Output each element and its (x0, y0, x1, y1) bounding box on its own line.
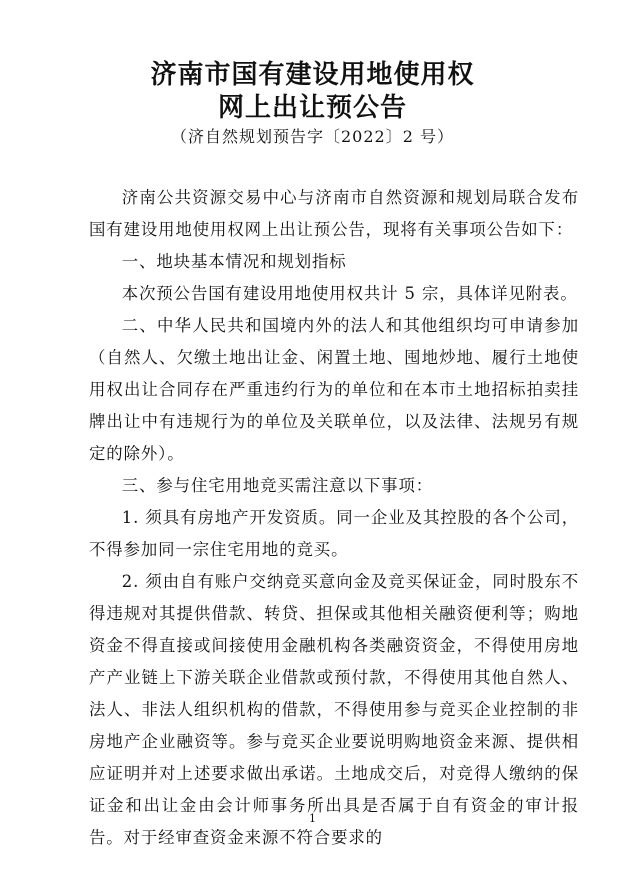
paragraph-plot-count: 本次预公告国有建设用地使用权共计 5 宗，具体详见附表。 (121, 284, 578, 303)
document-number: （济自然规划预告字〔2022〕2 号） (171, 127, 454, 146)
paragraph-item-2: 2. 须由自有账户交纳竞买意向金及竞买保证金，同时股东不得违规对其提供借款、转贷、担保或其他相关融资便利等；购地资金不得直接或间接使用金融机构各类融资资金，不得使用房地产产业链上下游关联企业借款或预付款，不得使用其他自然人、法人、非法人组织机构的借款，不得使用参与竞买企业控制的非房地产企业融资等。参与竞买企业要说明购地资金来源、提供相应证明并对上述要求做出承诺。土地成交后，对竞得人缴纳的保证金和出让金由会计师事务所出具是否属于自有资金的审计报告。对于经审查资金来源不符合要求的 (89, 572, 579, 847)
paragraph-item-1: 1. 须具有房地产开发资质。同一企业及其控股的各个公司，不得参加同一宗住宅用地的竞买。 (89, 508, 579, 559)
section-heading-1: 一、地块基本情况和规划指标 (121, 252, 347, 271)
section-heading-3: 三、参与住宅用地竞买需注意以下事项： (121, 476, 434, 495)
page-number: 1 (309, 812, 316, 825)
document-title-line-2: 网上出让预公告 (217, 93, 407, 123)
document-body (89, 182, 579, 854)
paragraph-eligibility: 二、中华人民共和国境内外的法人和其他组织均可申请参加（自然人、欠缴土地出让金、闲置土地、囤地炒地、履行土地使用权出让合同存在严重违约行为的单位和在本市土地招标拍卖挂牌出让中有违规行为的单位及关联单位，以及法律、法规另有规定的除外）。 (89, 316, 579, 463)
paragraph-intro: 济南公共资源交易中心与济南市自然资源和规划局联合发布国有建设用地使用权网上出让预公告，现将有关事项公告如下： (89, 188, 579, 239)
document-title-line-1: 济南市国有建设用地使用权 (150, 60, 475, 90)
